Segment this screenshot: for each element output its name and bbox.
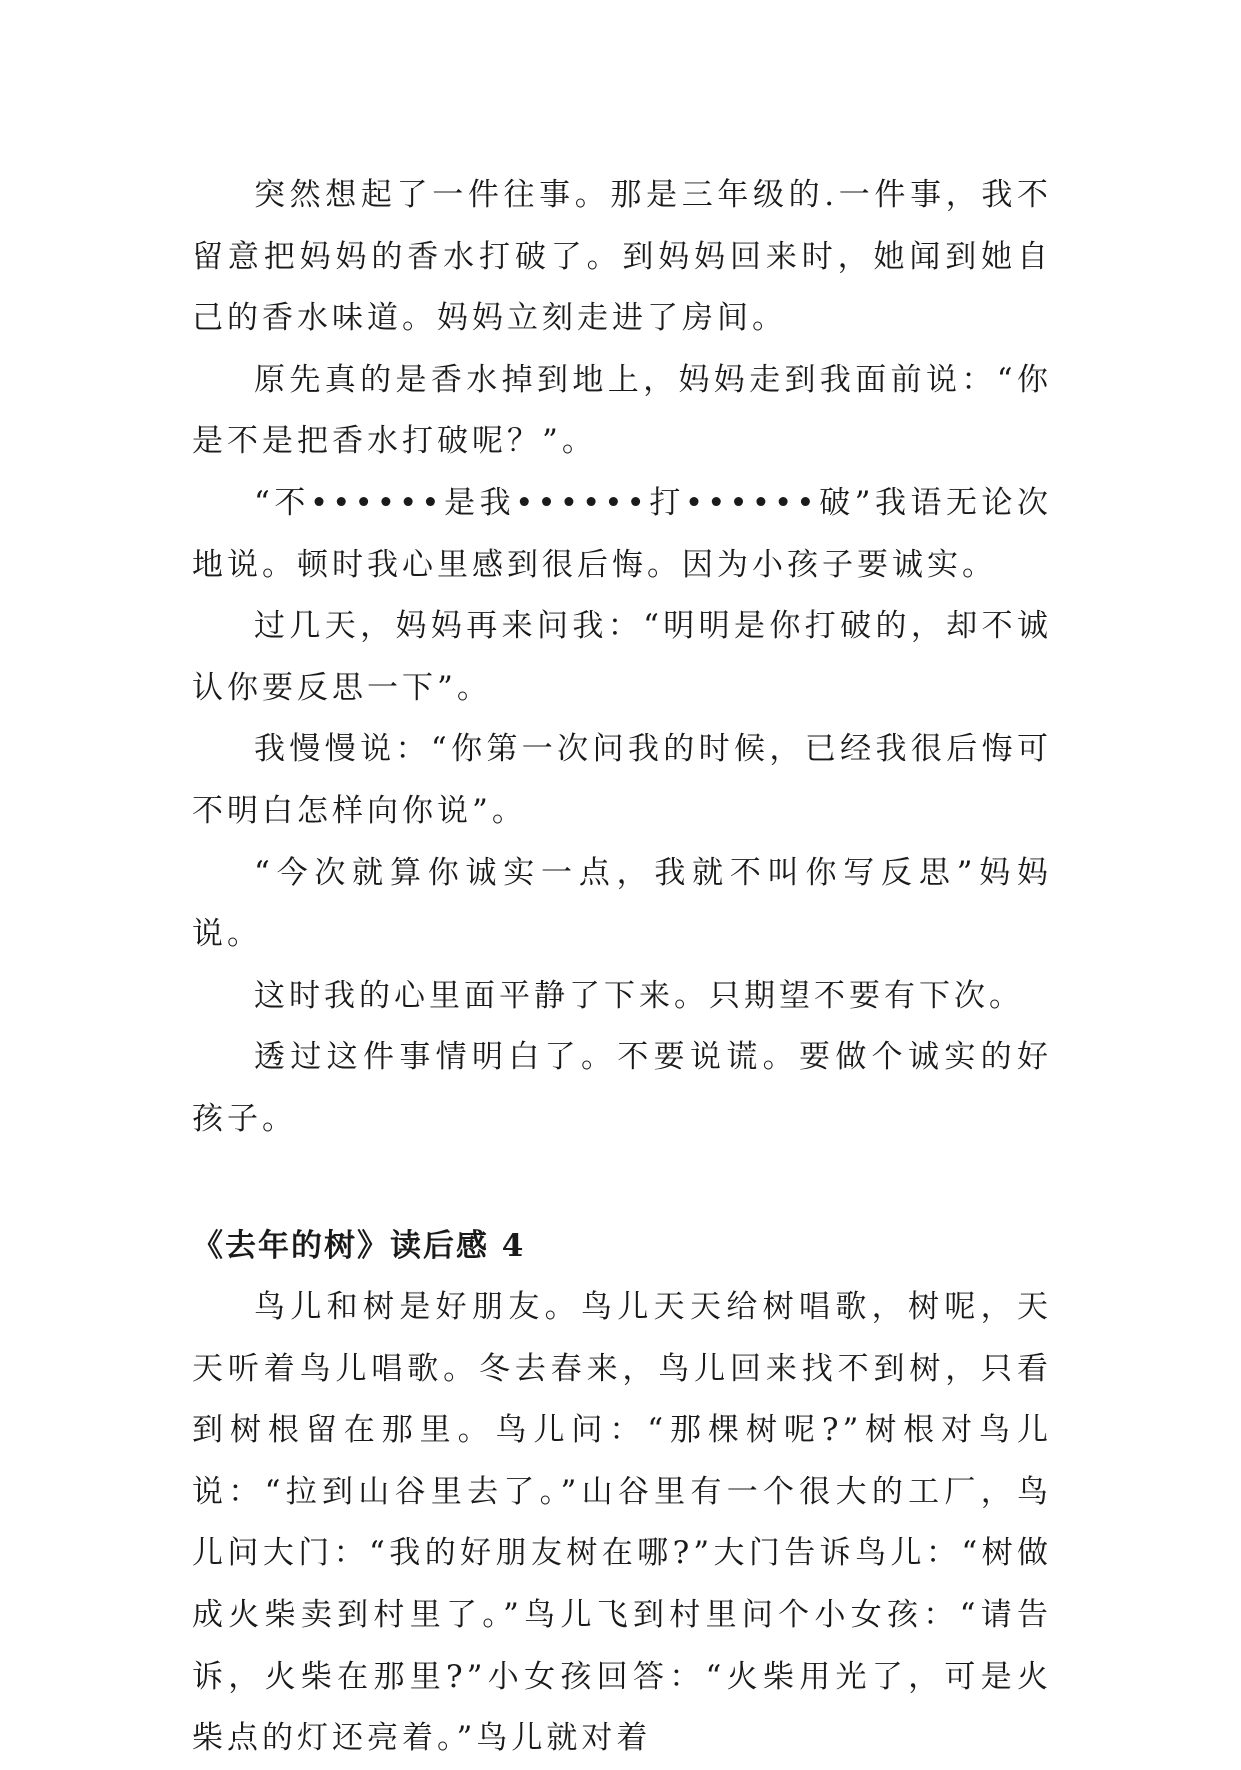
section-heading: 《去年的树》读后感 4	[192, 1227, 526, 1264]
paragraph: 突然想起了一件往事。那是三年级的.一件事，我不留意把妈妈的香水打破了。到妈妈回来时，她闻到她自己的香水味道。妈妈立刻走进了房间。	[192, 177, 1052, 337]
paragraph: 鸟儿和树是好朋友。鸟儿天天给树唱歌，树呢，天天听着鸟儿唱歌。冬去春来，鸟儿回来找不到树，只看到树根留在那里。鸟儿问：“那棵树呢?”树根对鸟儿说：“拉到山谷里去了。”山谷里有一个很大的工厂，鸟儿问大门：“我的好朋友树在哪?”大门告诉鸟儿：“树做成火柴卖到村里了。”鸟儿飞到村里问个小女孩：“请告诉，火柴在那里?”小女孩回答：“火柴用光了，可是火柴点的灯还亮着。”鸟儿就对着	[192, 1289, 1052, 1757]
document-body	[192, 165, 1052, 1770]
paragraph: 过几天，妈妈再来问我：“明明是你打破的，却不诚认你要反思一下”。	[192, 608, 1052, 706]
paragraph: 原先真的是香水掉到地上，妈妈走到我面前说：“你是不是把香水打破呢？”。	[192, 361, 1052, 460]
paragraph: 这时我的心里面平静了下来。只期望不要有下次。	[254, 977, 1024, 1014]
paragraph: “不••••••是我••••••打••••••破”我语无论次地说。顿时我心里感到很后悔。因为小孩子要诚实。	[192, 484, 1052, 583]
paragraph: “今次就算你诚实一点，我就不叫你写反思”妈妈说。	[192, 854, 1052, 953]
paragraph: 透过这件事情明白了。不要说谎。要做个诚实的好孩子。	[192, 1039, 1052, 1137]
paragraph: 我慢慢说：“你第一次问我的时候，已经我很后悔可不明白怎样向你说”。	[192, 731, 1052, 829]
